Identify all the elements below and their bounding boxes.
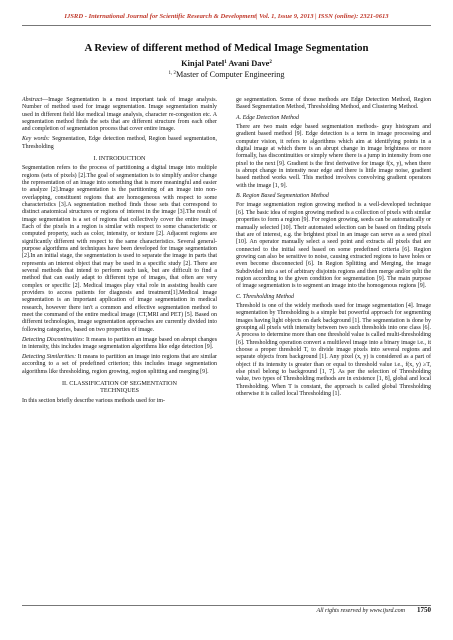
subsection-heading-thresholding: C. Thresholding Method [236, 293, 295, 300]
subsection-heading-edge-detection: A. Edge Detection Method [236, 114, 299, 121]
subsection-heading-region-based: B. Region Based Segmentation Method [236, 193, 329, 200]
similarities-label: Detecting Similarities: [22, 353, 77, 360]
classification-head-line-2: TECHNIQUES [100, 387, 139, 395]
keywords-label: Key words: [22, 136, 50, 143]
introduction-paragraph: Segmentation refers to the process of partitioning a digital image into multiple regions (sets of pixels) [2].The goal of segmentation is to simplify and/or change the representation of an image into something that is more meaningful and easier to analyze [2].Image segmentation is the partitioning of an image into non-overlapping, constituent regions that are homogeneous with respect to some characteristics [3].A segmentation method finds those sets that correspond to distinct anatomical structures or regions of interest in the image [3].The result of image segmentation is a set of regions that collectively cover the entire image. Each of the pixels in a region is similar with respect to some characteristic or computed property, such as color, intensity, or texture [2]. Adjacent regions are significantly different with respect to the same characteristics. Several general-purpose algorithms and techniques have been developed for image segmentation [2].In an initial stage, the segmentation is used to separate the image in parts that represents an interest object that may be used in a specific study [2]. There are several methods that intend to perform such task, but are difficult to find a method that can easily adapt to different type of images, that often are very complex or specific [2]. Medical images play vital role in assisting health care providers to access patients for diagnosis and treatment[1].Medical image segmentation is an important application of image segmentation in medical research, however there isn't a common and effective segmentation method to meet the command of the entire medical image (CT,MRI and PET) [5]. Based on different technologies, image segmentation approaches are currently divided into following categories, based on two properties of image. [22, 165, 217, 333]
discontinuities-label: Detecting Discontinuities: [22, 336, 85, 343]
discontinuities-paragraph [22, 337, 217, 352]
thresholding-paragraph: Threshold is one of the widely methods used for image segmentation [4]. Image segmentation by Thresholding is a simple but powerful approach for segmenting images having light objects on dark background [1]. The segmentation is done by grouping all pixels with intensity between two such thresholds into one class [6]. A process to determine more than one threshold value is called multi-thresholding [6]. Thresholding operation convert a multilevel image into a binary image i.e., it choose a proper threshold T, to divide image pixels into several regions and separate objects from background [1]. Any pixel (x, y) is considered as a part of object if its intensity is greater than or equal to threshold value i.e., f(x, y) ≥T, else pixel belong to background [1, 7]. As per the selection of Thresholding value, two types of Thresholding methods are in existence [1, 8], global and local Thresholding. When T is constant, the approach is called global Thresholding otherwise it is called local Thresholding [1]. [236, 302, 431, 398]
author-1-sup: 1 [224, 60, 227, 65]
paper-title: A Review of different method of Medical Image Segmentation [84, 42, 369, 54]
region-based-paragraph: For image segmentation region growing method is a well-developed technique [6]. The basic idea of region growing method is a collection of pixels with similar properties to form a region [9]. For region growing, seeds can be automatically or manually selected [10]. Their automated selection can be based on finding pixels that are of interest, e.g. the brightest pixel in an image can serve as a seed pixel [10]. An operator manually select a seed point and extracts all pixels that are connected to the initial seed based on some predefined criteria [6]. Region growing can also be sensitive to noise, causing extracted regions to have holes or even become disconnected [6]. In Region Splitting and Merging, the image Subdivided into a set of arbitrary disjoints regions and then merge and/or split the region according to the given condition for segmentation [9]. The main purpose of image segmentation is to segment an image into the homogenous regions [9]. [236, 202, 431, 290]
classification-head-line-1: II. CLASSIFICATION OF SEGMENTATION [61, 379, 177, 387]
abstract-text: —Image Segmentation is a most important task of image analysis. Number of method used for image segmentation. Image segmentation mainly used in different field like medical image analysis, character re-congestion etc. A segmentation method finds the sets that are different structure from each other and completion of segmentation process that cover entire image. [22, 97, 217, 133]
affiliation-text: Master of Computer Engineering [176, 70, 285, 79]
methods-overview-paragraph: ge segmentation. Some of those methods are Edge Detection Method, Region Based Segmentation Method, Thresholding Method, and Clustering Method. [236, 97, 431, 111]
section-heading-introduction: I. INTRODUCTION [93, 154, 146, 162]
page-number: 1750 [417, 606, 431, 614]
classification-paragraph: In this section briefly describe various methods used for im- [22, 397, 165, 404]
right-column [236, 97, 431, 401]
paper-affiliation [22, 68, 431, 80]
abstract-label: Abstract [22, 97, 43, 103]
affiliation-sup: 1, 2 [168, 71, 177, 76]
footer-rule [22, 605, 431, 606]
similarities-paragraph [22, 354, 217, 376]
author-2-sup: 2 [269, 60, 272, 65]
keywords-text: Segmentation, Edge detection method, Region based segmentation, Thresholding [22, 136, 217, 150]
abstract [22, 97, 217, 134]
section-heading-classification [22, 380, 217, 395]
author-2: Avani Dave [228, 59, 270, 68]
footer-rights: All rights reserved by www.ijsrd.com [316, 608, 405, 614]
keywords [22, 136, 217, 151]
discontinuities-text: It means to partition an image based on abrupt changes in intensity, this includes image segmentation algorithms like edge detection [9]. [22, 336, 218, 350]
edge-detection-paragraph: There are two main edge based segmentation methods- gray histogram and gradient based method [9]. Edge detection is a term in image processing and computer vision, it refers to algorithms which aim at identifying points in a digital image at which there is an abrupt change in image brightness or more formally, has discontinuities or simply where there is a jump in intensity from one pixel to the next [9]. Gradient is the first derivative for image f(x, y), when there is abrupt change in intensity near edge and there is little image noise, gradient based method works well. This method involves convolving gradient operators with the image [1, 9]. [236, 124, 431, 189]
left-column [22, 97, 217, 407]
journal-header: IJSRD - International Journal for Scientific Research & Development| Vol. 1, Issue 9, 2013 | ISSN (online): 2321-0613 [64, 13, 389, 20]
similarities-text: It means to partition an image into regions that are similar according to a set of predefined criterion; this includes image segmentation algorithms like thresholding, region growing, region splitting and merging [9]. [22, 353, 217, 375]
author-1: Kinjal Patel [181, 59, 225, 68]
header-rule [22, 25, 431, 26]
